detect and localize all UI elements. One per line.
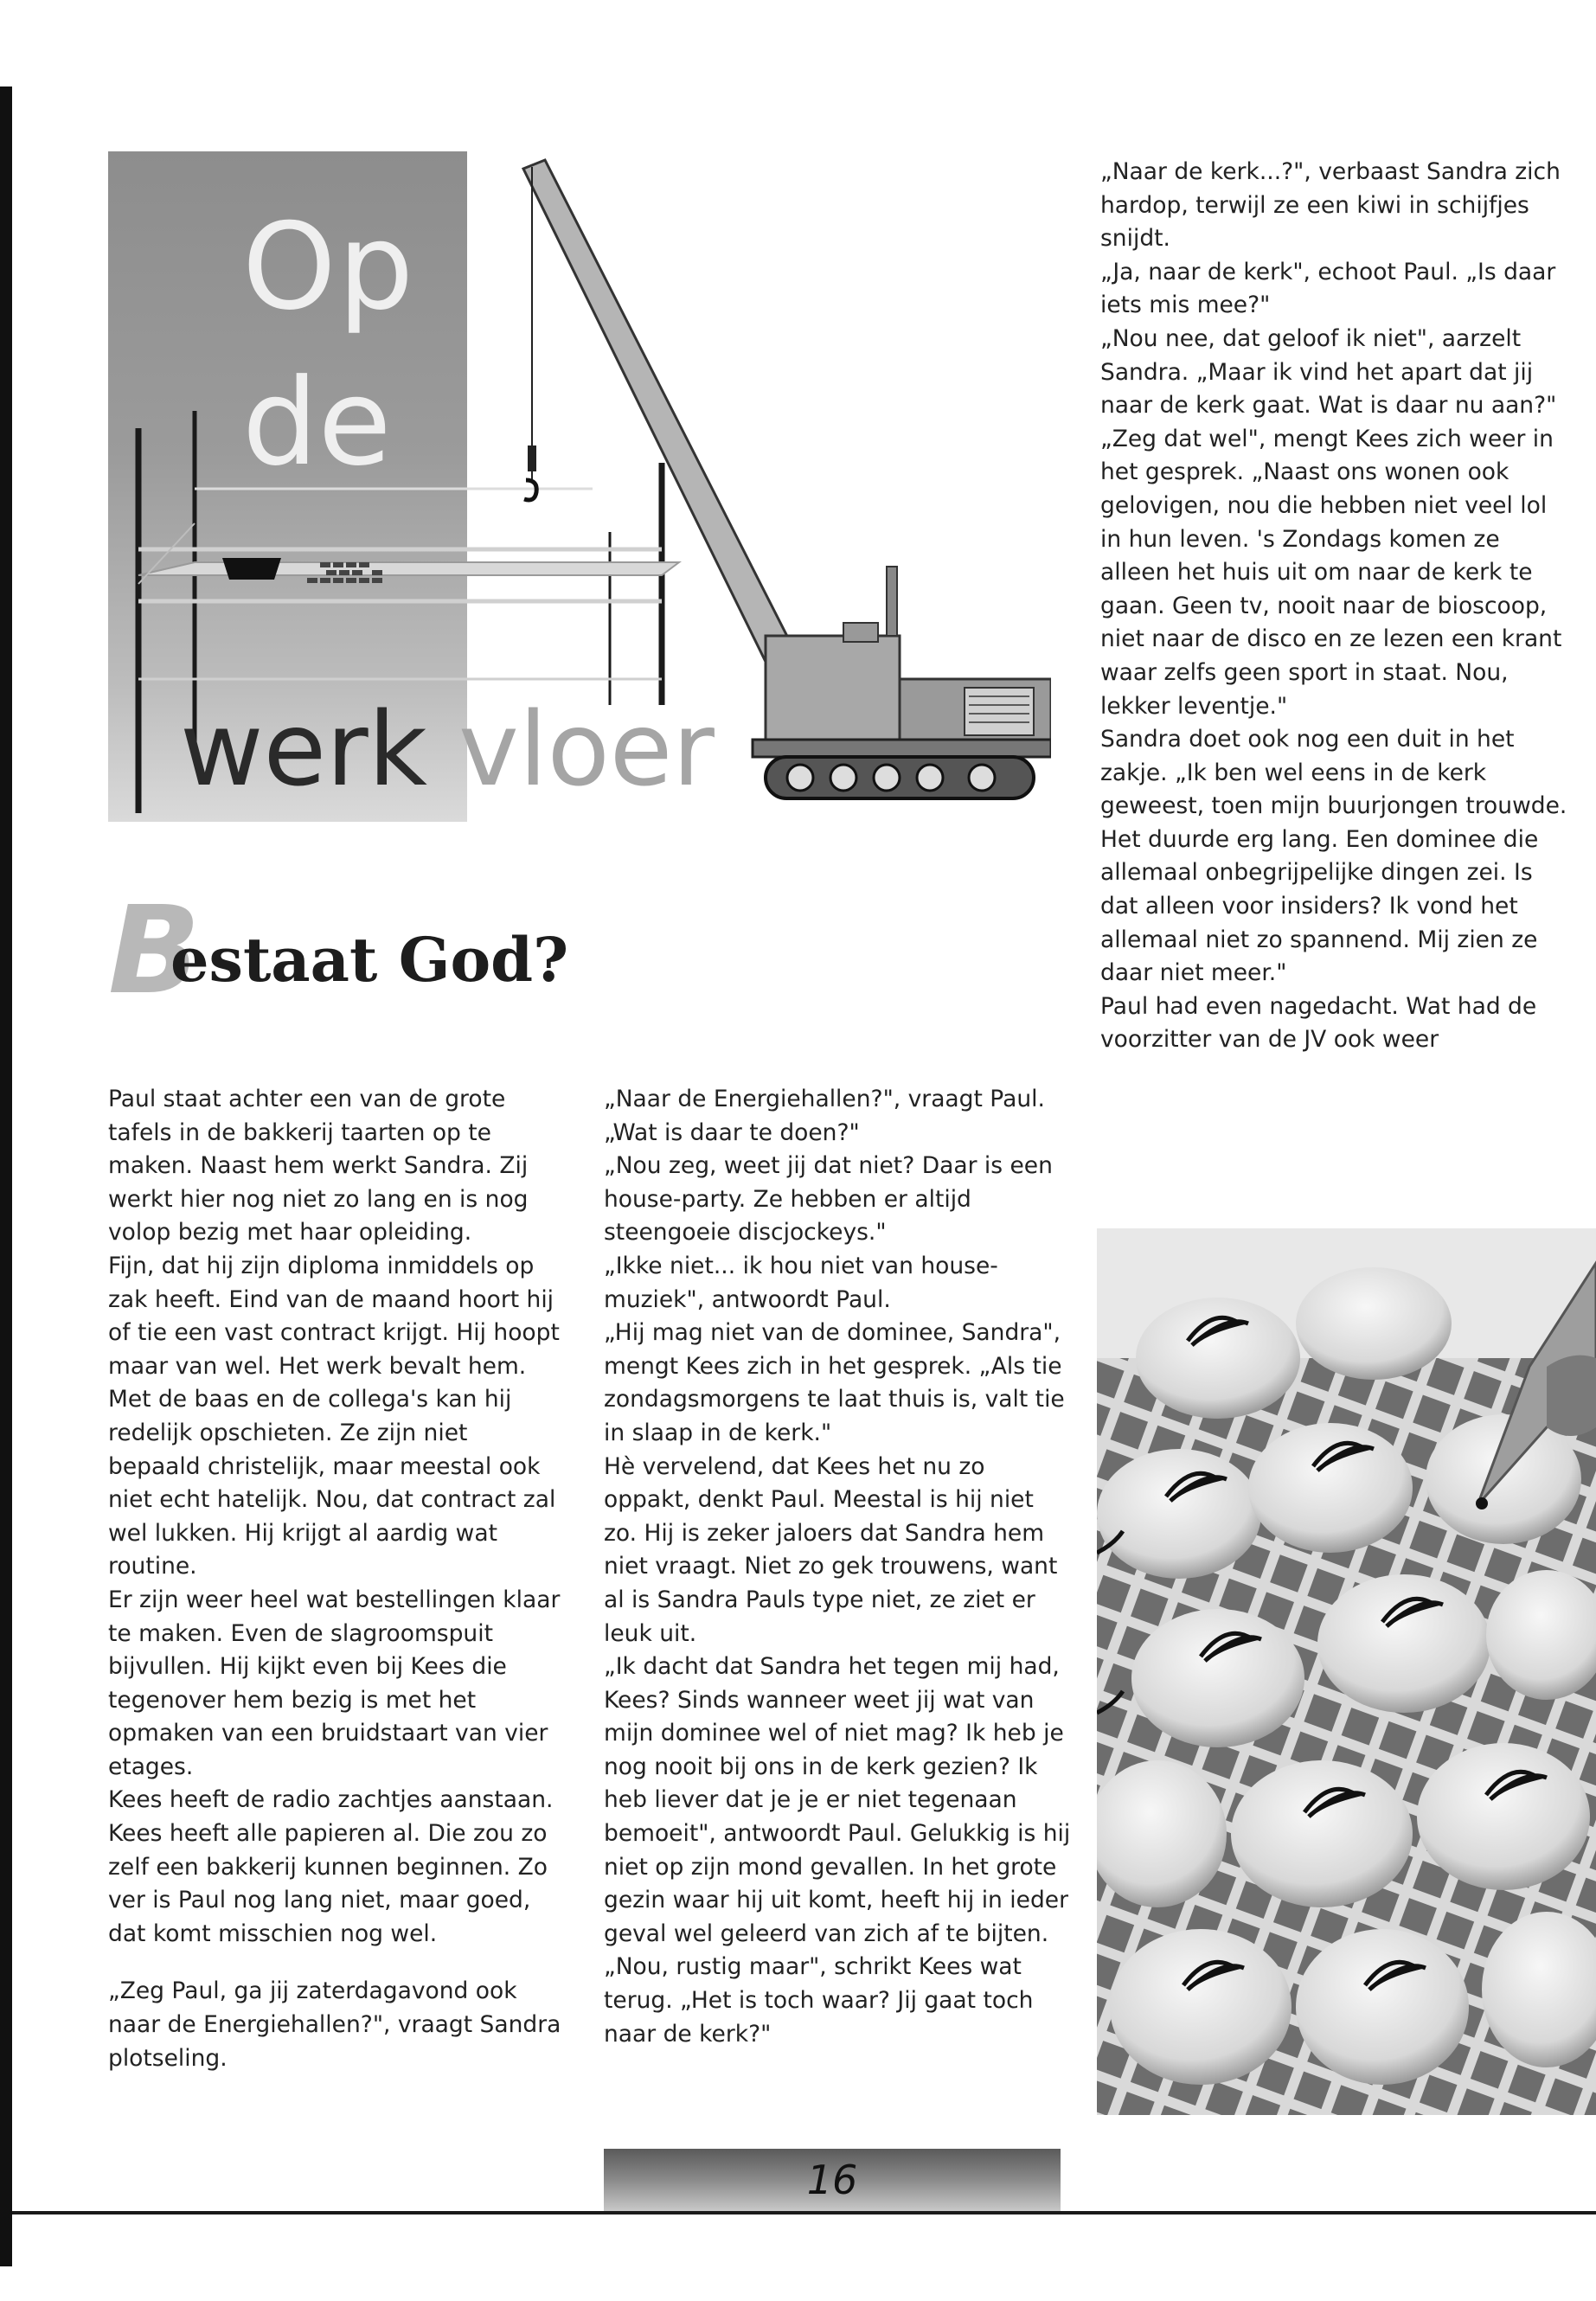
paragraph: „Naar de kerk...?", verbaast Sandra zich hardop, terwijl ze een kiwi in schijfjes snijdt. [1100,158,1561,253]
paragraph: „Zeg dat wel", mengt Kees zich weer in het gesprek. „Naast ons wonen ook gelovigen, nou die hebben niet veel lol in hun leven. 's Zondags komen ze alleen het huis uit om naar de kerk te gaan. Geen tv, nooit naar de bioscoop, niet naar de disco en ze lezen een krant waar zelfs geen sport in staat. Nou, lekker leventje." [1100,425,1562,720]
bottom-rule [12,2211,1596,2214]
headline-drop-cap: B [108,881,201,1022]
article-column-3 [1100,156,1567,1057]
paragraph: „Nou, rustig maar", schrikt Kees wat terug. „Het is toch waar? Jij gaat toch naar de kerk?" [604,1953,1034,2048]
header-title-werk: werk [180,689,427,809]
paragraph: „Zeg Paul, ga jij zaterdagavond ook naar de Energiehallen?", vraagt Sandra plotseling. [108,1977,561,2072]
page-number: 16 [806,2157,858,2203]
paragraph: „Ja, naar de kerk", echoot Paul. „Is daar iets mis mee?" [1100,258,1556,319]
bucket-icon [222,558,281,580]
paragraph: „Ik dacht dat Sandra het tegen mij had, Kees? Sinds wanneer weet jij wat van mijn dominee wel of niet mag? Ik heb je nog nooit bij ons in de kerk gezien? Ik heb liever dat je je er niet tegenaan bemoeit", antwoordt Paul. Gelukkig is hij niet op zijn mond gevallen. In het grote gezin waar hij uit komt, heeft hij in ieder geval wel geleerd van zich af te bijten. [604,1653,1071,1947]
paragraph: Fijn, dat hij zijn diploma inmiddels op zak heeft. Eind van de maand hoort hij of tie een vast contract krijgt. Hij hoopt maar van wel. Het werk bevalt hem. Met de baas en de collega's kan hij redelijk opschieten. Ze zijn niet bepaald christelijk, maar meestal ook niet echt hatelijk. Nou, dat contract zal wel lukken. Hij krijgt al aardig wat routine. [108,1252,560,1580]
headline-text: estaat God? [170,924,569,996]
paragraph: Hè vervelend, dat Kees het nu zo oppakt, denkt Paul. Meestal is hij niet zo. Hij is zeker jaloers dat Sandra hem niet vraagt. Niet zo gek trouwens, want al is Sandra Pauls type niet, ze ziet er leuk uit. [604,1452,1058,1647]
paragraph: „Nou zeg, weet jij dat niet? Daar is een house-party. Ze hebben er altijd steengoeie discjockeys." [604,1152,1053,1247]
paragraph: „Naar de Energiehallen?", vraagt Paul. „Wat is daar te doen?" [604,1086,1045,1146]
article-column-1 [108,1083,567,2075]
paragraph: Sandra doet ook nog een duit in het zakje. „Ik ben wel eens in de kerk geweest, toen mijn buurjongen trouwde. Het duurde erg lang. Een dominee die allemaal onbegrijpelijke dingen zei. Is dat alleen voor insiders? Ik vond het allemaal niet zo spannend. Mij zien ze daar niet meer." [1100,726,1567,987]
paragraph: „Ikke niet... ik hou niet van housemuziek", antwoordt Paul. [604,1252,998,1313]
paragraph: Kees heeft de radio zachtjes aanstaan. Kees heeft alle papieren al. Die zou zo zelf een bakkerij kunnen beginnen. Zo ver is Paul nog lang niet, maar goed, dat komt misschien nog wel. [108,1786,554,1947]
page-number-bar [604,2149,1061,2211]
pastry-photo [1097,1228,1596,2115]
pastry-image-icon [1097,1228,1596,2115]
paragraph: Er zijn weer heel wat bestellingen klaar te maken. Even de slagroomspuit bijvullen. Hij kijkt even bij Kees die tegenover hem bezig is met het opmaken van een bruidstaart van vier etages. [108,1586,561,1780]
paragraph: Paul had even nagedacht. Wat had de voorzitter van de JV ook weer [1100,992,1537,1054]
article-column-2 [604,1083,1071,2051]
section-header [108,151,1051,822]
paragraph: „Nou nee, dat geloof ik niet", aarzelt Sandra. „Maar ik vind het apart dat jij naar de kerk gaat. Wat is daar nu aan?" [1100,324,1557,420]
paragraph: „Hij mag niet van de dominee, Sandra", mengt Kees zich in het gesprek. „Als tie zondagsmorgens te laat thuis is, valt tie in slaap in de kerk." [604,1319,1065,1446]
header-title-de: de [242,353,392,492]
header-title-op: Op [242,197,416,336]
header-title-vloer: vloer [458,689,715,809]
scan-edge-bar [0,87,12,2266]
paragraph: Paul staat achter een van de grote tafels in de bakkerij taarten op te maken. Naast hem werkt Sandra. Zij werkt hier nog niet zo lang en is nog volop bezig met haar opleiding. [108,1086,529,1247]
